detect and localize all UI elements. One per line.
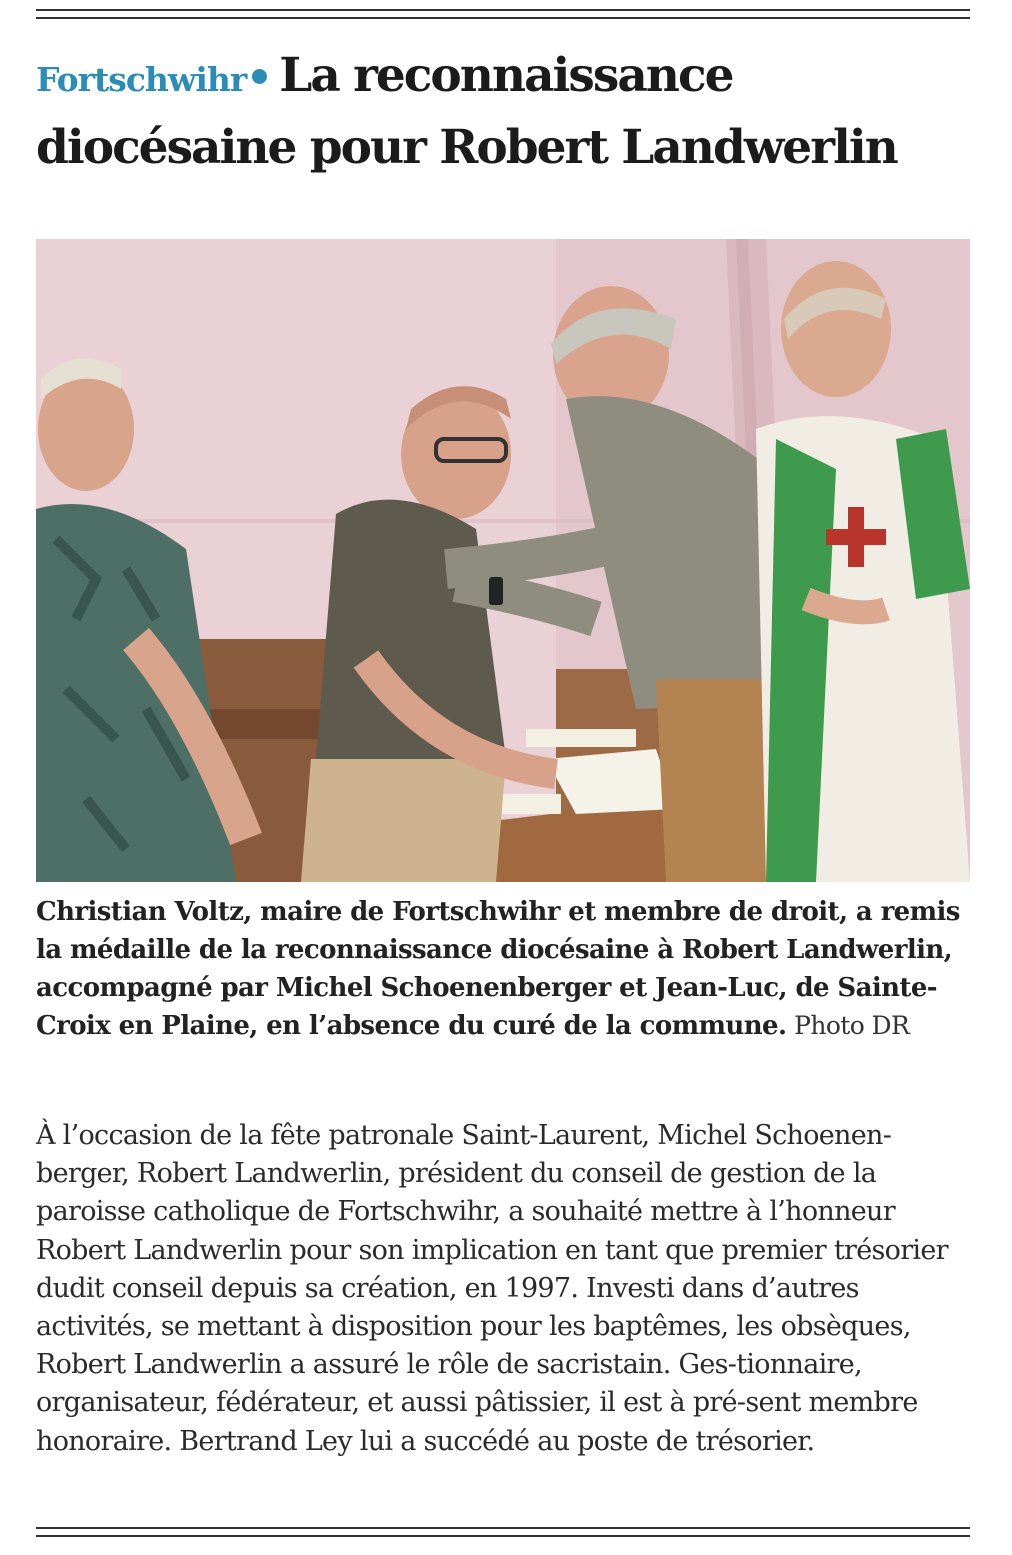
bottom-double-rule <box>36 1527 970 1537</box>
article-photo <box>36 239 970 882</box>
photo-credit: Photo DR <box>794 1011 910 1040</box>
article-kicker: Fortschwihr <box>36 60 247 99</box>
caption-text: Christian Voltz, maire de Fortschwihr et membre de droit, a remis la médaille de la reconnaissance diocésaine à Robert Landwerlin, accompagné par Michel Schoenenberger et Jean-Luc, de Sainte-Croix en Plaine, en l’absence du curé de la commune. <box>36 897 960 1041</box>
headline-text: La reconnaissance diocésaine pour Robert Landwerlin <box>36 48 897 175</box>
article-headline <box>36 42 976 182</box>
top-double-rule <box>36 9 970 19</box>
photo-caption <box>36 893 972 1045</box>
kicker-bullet-icon <box>252 69 267 84</box>
article-body: À l’occasion de la fête patronale Saint-Laurent, Michel Schoenen-berger, Robert Landwerlin, président du conseil de gestion de la paroisse catholique de Fortschwihr, a souhaité mettre à l’honneur Robert Landwerlin pour son implication en tant que premier trésorier dudit conseil depuis sa création, en 1997. Investi dans d’autres activités, se mettant à disposition pour les baptêmes, les obsèques, Robert Landwerlin a assuré le rôle de sacristain. Ges-tionnaire, organisateur, fédérateur, et aussi pâtissier, il est à pré-sent membre honoraire. Bertrand Ley lui a succédé au poste de trésorier. <box>36 1120 948 1457</box>
